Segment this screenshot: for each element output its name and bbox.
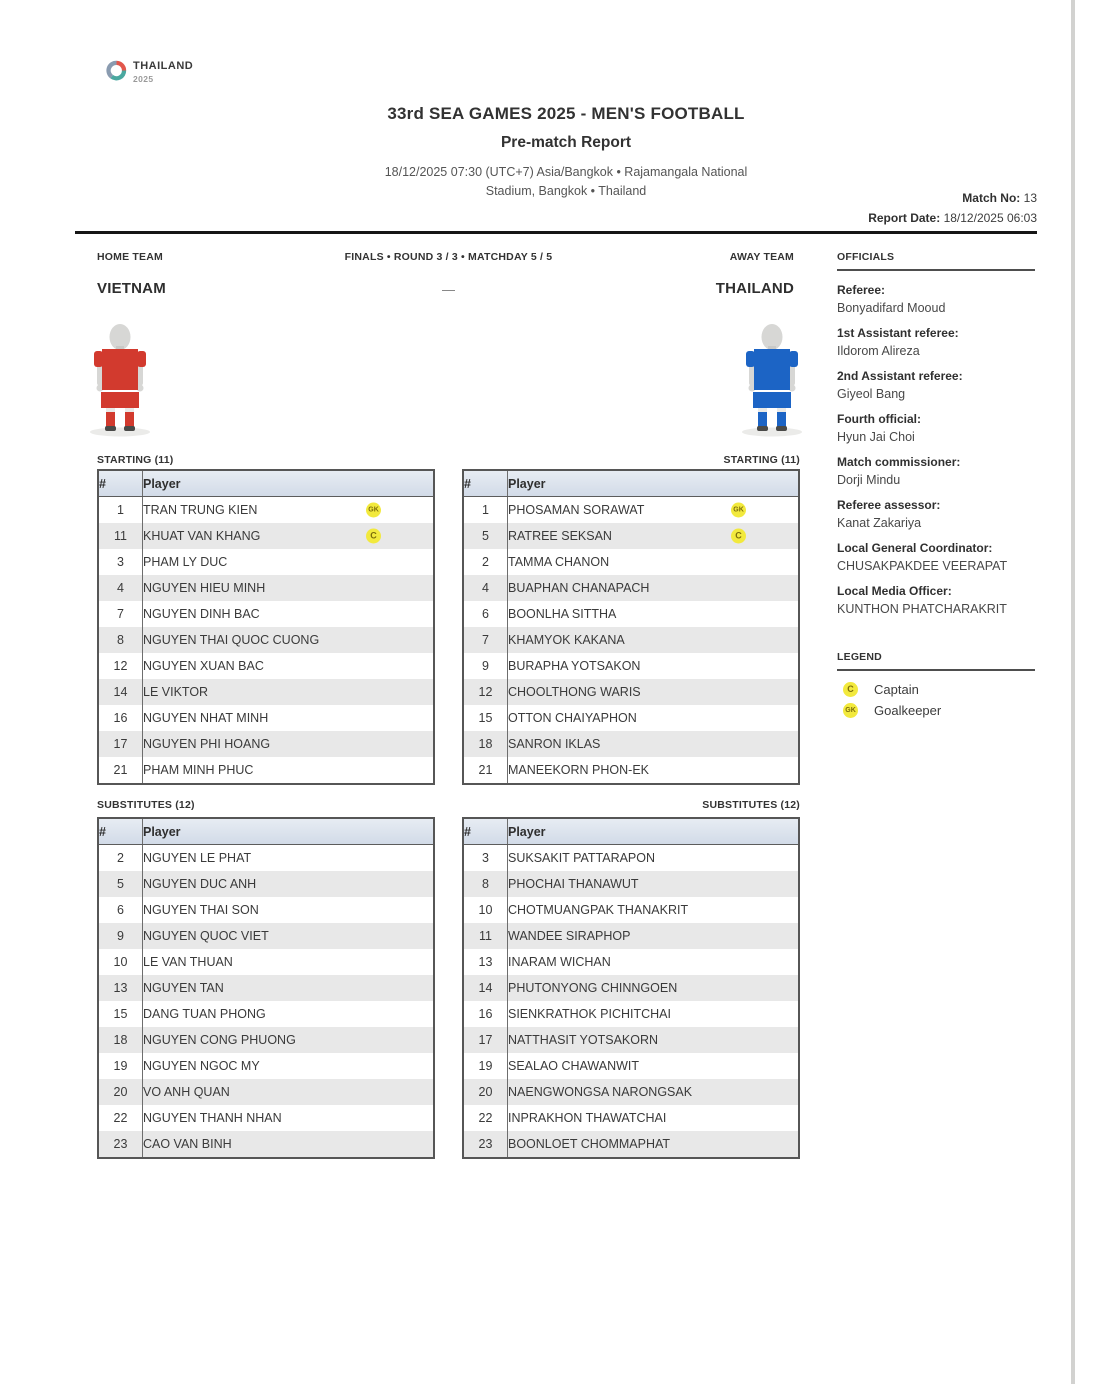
player-row [98,705,434,731]
player-number: 2 [98,845,143,872]
away-starting-table [462,469,800,785]
away-kit-figure [724,322,820,443]
player-row [463,845,799,872]
player-number: 13 [98,975,143,1001]
player-name: NGUYEN NGOC MY [143,1059,260,1073]
player-name: SEALAO CHAWANWIT [508,1059,640,1073]
player-row [463,1027,799,1053]
player-number: 13 [463,949,508,975]
player-number: 9 [98,923,143,949]
player-row [463,601,799,627]
player-row [98,1001,434,1027]
home-team-name: VIETNAM [97,280,166,297]
player-name: NGUYEN DINH BAC [143,607,260,621]
player-name: NGUYEN QUOC VIET [143,929,269,943]
player-number: 4 [463,575,508,601]
player-row [98,679,434,705]
player-number: 17 [98,731,143,757]
player-number: 9 [463,653,508,679]
official-name: CHUSAKPAKDEE VEERAPAT [837,559,1008,573]
officials-heading: OFFICIALS [837,251,1035,271]
player-name: KHUAT VAN KHANG C [143,523,435,549]
player-row [463,575,799,601]
player-row [98,497,434,524]
player-number: 15 [463,705,508,731]
player-row [463,1105,799,1131]
player-name: NGUYEN NHAT MINH [143,711,269,725]
player-number: 7 [463,627,508,653]
player-row [98,1131,434,1158]
official-entry [837,583,1035,617]
header-divider [75,231,1037,234]
away-team-label: AWAY TEAM [729,251,794,263]
player-number: 6 [463,601,508,627]
player-number: 18 [98,1027,143,1053]
player-row [463,757,799,784]
logo-name: THAILAND [133,60,194,72]
player-row [98,757,434,784]
captain-label: Captain [874,682,919,697]
player-number: 10 [463,897,508,923]
player-name: PHOSAMAN SORAWAT GK [508,497,800,524]
away-substitutes-table [462,817,800,1159]
number-column-header: # [98,818,143,845]
number-column-header: # [98,470,143,497]
venue-line-1: 18/12/2025 07:30 (UTC+7) Asia/Bangkok • Rajamangala National [384,165,748,179]
player-row [463,871,799,897]
player-name: PHAM MINH PHUC [143,763,254,777]
player-row [463,1131,799,1158]
official-entry [837,325,1035,359]
official-label: Local General Coordinator: [837,541,993,555]
player-number: 16 [98,705,143,731]
official-name: Bonyadifard Mooud [837,301,946,315]
player-number: 7 [98,601,143,627]
venue-line-2: Stadium, Bangkok • Thailand [485,184,647,198]
official-name: Kanat Zakariya [837,516,922,530]
player-name: CHOTMUANGPAK THANAKRIT [508,903,689,917]
match-no-row [868,188,1037,208]
player-name: PHOCHAI THANAWUT [508,877,639,891]
player-row [463,497,799,524]
player-number: 22 [463,1105,508,1131]
match-header-row [97,251,800,265]
player-row [98,845,434,872]
player-number: 4 [98,575,143,601]
player-row [463,731,799,757]
player-name: SANRON IKLAS [508,737,601,751]
stage-line: FINALS • ROUND 3 / 3 • MATCHDAY 5 / 5 [344,251,553,263]
away-subs-heading: SUBSTITUTES (12) [702,799,800,811]
official-label: Local Media Officer: [837,584,952,598]
player-row [463,949,799,975]
player-name: WANDEE SIRAPHOP [508,929,631,943]
player-name: NGUYEN PHI HOANG [143,737,271,751]
player-row [98,1079,434,1105]
player-number: 1 [463,497,508,524]
player-name: NGUYEN XUAN BAC [143,659,264,673]
player-name: NGUYEN LE PHAT [143,851,252,865]
home-kit-figure [72,322,168,443]
player-name: NGUYEN DUC ANH [143,877,257,891]
official-label: Referee: [837,283,886,297]
report-date-value: 18/12/2025 06:03 [943,211,1037,225]
player-row [98,949,434,975]
player-row [463,923,799,949]
table-header-row [463,818,799,845]
official-name: Dorji Mindu [837,473,901,487]
player-name: OTTON CHAIYAPHON [508,711,637,725]
player-name: DANG TUAN PHONG [143,1007,266,1021]
player-number: 3 [98,549,143,575]
official-label: 1st Assistant referee: [837,326,959,340]
player-name: LE VIKTOR [143,685,209,699]
home-starting-heading: STARTING (11) [97,454,174,466]
player-name: TAMMA CHANON [508,555,610,569]
player-name: VO ANH QUAN [143,1085,230,1099]
legend-item-goalkeeper [837,703,1035,718]
player-number: 11 [463,923,508,949]
legend-item-captain [837,682,1035,697]
goalkeeper-badge: GK [843,703,858,718]
player-row [98,975,434,1001]
match-no-value: 13 [1023,191,1037,205]
number-column-header: # [463,818,508,845]
legend-heading: LEGEND [837,651,1035,671]
player-number: 21 [98,757,143,784]
player-row [98,523,434,549]
player-row [98,871,434,897]
logo-year: 2025 [133,74,154,84]
officials-section [837,251,1035,626]
captain-badge: C [731,529,746,544]
player-number: 20 [463,1079,508,1105]
player-number: 5 [463,523,508,549]
player-name: TRAN TRUNG KIEN GK [143,497,435,524]
player-column-header: Player [508,470,800,497]
home-starting-table [97,469,435,785]
official-label: Referee assessor: [837,498,941,512]
home-subs-heading: SUBSTITUTES (12) [97,799,195,811]
player-name: BUAPHAN CHANAPACH [508,581,650,595]
player-row [98,627,434,653]
official-name: Hyun Jai Choi [837,430,915,444]
legend-section [837,651,1035,724]
player-row [98,731,434,757]
tournament-logo [106,60,193,84]
report-date-row [868,208,1037,228]
player-row [463,1001,799,1027]
player-name: SIENKRATHOK PICHITCHAI [508,1007,671,1021]
player-number: 20 [98,1079,143,1105]
player-name: NGUYEN THANH NHAN [143,1111,282,1125]
player-row [98,1027,434,1053]
match-meta [868,188,1037,228]
player-name: MANEEKORN PHON-EK [508,763,649,777]
player-name: PHUTONYONG CHINNGOEN [508,981,678,995]
player-name: BURAPHA YOTSAKON [508,659,641,673]
player-row [98,897,434,923]
match-no-label: Match No: [962,191,1021,205]
player-number: 2 [463,549,508,575]
player-number: 16 [463,1001,508,1027]
player-name: NGUYEN HIEU MINH [143,581,266,595]
player-name: NGUYEN THAI SON [143,903,259,917]
player-row [98,653,434,679]
player-number: 6 [98,897,143,923]
page-title: 33rd SEA GAMES 2025 - MEN'S FOOTBALL [387,104,745,123]
player-name: NAENGWONGSA NARONGSAK [508,1085,693,1099]
goalkeeper-badge: GK [366,503,381,518]
official-name: Ildorom Alireza [837,344,920,358]
player-row [98,549,434,575]
player-row [463,627,799,653]
captain-badge: C [843,682,858,697]
player-number: 1 [98,497,143,524]
player-name: PHAM LY DUC [143,555,228,569]
player-row [463,653,799,679]
player-column-header: Player [508,818,800,845]
player-row [463,1079,799,1105]
player-number: 3 [463,845,508,872]
official-label: Match commissioner: [837,455,961,469]
player-name: INPRAKHON THAWATCHAI [508,1111,667,1125]
away-starting-heading: STARTING (11) [723,454,800,466]
player-number: 5 [98,871,143,897]
player-name: NGUYEN TAN [143,981,224,995]
player-row [98,1053,434,1079]
player-name: INARAM WICHAN [508,955,611,969]
player-number: 12 [98,653,143,679]
team-names-row [97,280,800,300]
player-number: 22 [98,1105,143,1131]
player-row [463,705,799,731]
player-name: CAO VAN BINH [143,1137,232,1151]
official-entry [837,282,1035,316]
table-header-row [98,818,434,845]
official-entry [837,497,1035,531]
player-row [463,897,799,923]
player-row [98,601,434,627]
player-row [463,1053,799,1079]
player-number: 19 [463,1053,508,1079]
report-date-label: Report Date: [868,211,941,225]
player-row [463,523,799,549]
official-name: KUNTHON PHATCHARAKRIT [837,602,1007,616]
player-number: 23 [463,1131,508,1158]
player-number: 8 [463,871,508,897]
home-substitutes-table [97,817,435,1159]
page-subtitle: Pre-match Report [500,134,632,151]
away-team-name: THAILAND [715,280,794,297]
table-header-row [463,470,799,497]
player-name: BOONLOET CHOMMAPHAT [508,1137,671,1151]
player-row [98,575,434,601]
player-name: NGUYEN CONG PHUONG [143,1033,296,1047]
player-number: 23 [98,1131,143,1158]
player-row [98,923,434,949]
goalkeeper-label: Goalkeeper [874,703,942,718]
home-team-label: HOME TEAM [97,251,163,263]
player-name: BOONLHA SITTHA [508,607,617,621]
player-name: SUKSAKIT PATTARAPON [508,851,656,865]
score-placeholder: — [442,282,455,297]
official-entry [837,454,1035,488]
official-entry [837,540,1035,574]
player-number: 8 [98,627,143,653]
page-edge-divider [1071,0,1075,1384]
goalkeeper-badge: GK [731,503,746,518]
official-entry [837,411,1035,445]
player-name: CHOOLTHONG WARIS [508,685,641,699]
player-number: 15 [98,1001,143,1027]
player-row [463,679,799,705]
player-column-header: Player [143,818,435,845]
player-name: RATREE SEKSAN C [508,523,800,549]
player-number: 14 [98,679,143,705]
player-name: KHAMYOK KAKANA [508,633,625,647]
player-number: 14 [463,975,508,1001]
player-number: 12 [463,679,508,705]
player-number: 17 [463,1027,508,1053]
official-label: Fourth official: [837,412,921,426]
title-block [97,104,1035,201]
player-column-header: Player [143,470,435,497]
official-entry [837,368,1035,402]
player-row [98,1105,434,1131]
player-number: 10 [98,949,143,975]
number-column-header: # [463,470,508,497]
player-name: NGUYEN THAI QUOC CUONG [143,633,320,647]
player-name: NATTHASIT YOTSAKORN [508,1033,659,1047]
player-row [463,975,799,1001]
official-label: 2nd Assistant referee: [837,369,963,383]
official-name: Giyeol Bang [837,387,906,401]
player-number: 21 [463,757,508,784]
player-row [463,549,799,575]
player-number: 18 [463,731,508,757]
player-number: 19 [98,1053,143,1079]
player-name: LE VAN THUAN [143,955,233,969]
player-number: 11 [98,523,143,549]
sea-games-logo-icon [106,60,127,81]
captain-badge: C [366,529,381,544]
table-header-row [98,470,434,497]
